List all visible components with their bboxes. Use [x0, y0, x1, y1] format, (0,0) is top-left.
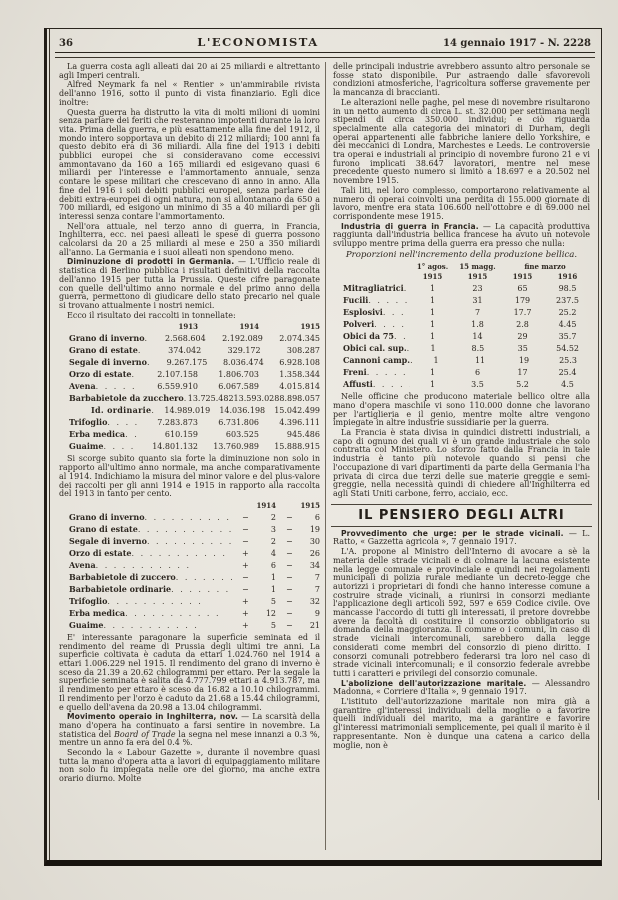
leader-dots	[107, 596, 232, 608]
table-cell: 6	[474, 368, 481, 378]
value-number: 34	[309, 560, 320, 570]
data-table	[59, 501, 320, 631]
table-cell: 1	[429, 368, 436, 378]
table-header-cell	[232, 501, 276, 511]
value-sign: −	[286, 572, 293, 582]
table-cell: 8.898.057	[279, 394, 321, 404]
value-number: 2	[270, 512, 276, 522]
row-label: Trifoglio	[69, 417, 108, 428]
value-number: 7	[314, 584, 320, 594]
leader-dots	[373, 379, 410, 391]
table-cell: 14.801.132	[152, 442, 198, 452]
data-table	[333, 262, 590, 390]
table-cell: 4.5	[561, 380, 574, 390]
table-header-row	[59, 322, 320, 332]
page-frame	[44, 28, 602, 866]
table-header-cell: 1916	[557, 272, 578, 282]
leader-dots	[138, 524, 232, 536]
table-cell: 610.159	[164, 430, 198, 440]
paragraph	[59, 81, 320, 107]
paragraph	[59, 713, 320, 748]
row-label: Grano di inverno	[69, 511, 145, 522]
row-label: Guaime	[69, 441, 104, 452]
leader-dots	[103, 441, 137, 453]
right-column	[325, 62, 595, 850]
table-row	[59, 583, 320, 595]
row-label: Cannoni camp.	[343, 355, 411, 366]
text-run: Si scorge subito quanto sia forte la diminuzione non solo in rapporto all'ultimo anno normale, ma anche comparativamente al 1914. Indichiamo la misura del minor valore e del plus-valore dei raccolti per gli anni 1914 e 1915 in rapporto alla raccolta del 1913 in tanto per cento.	[59, 454, 320, 499]
table-cell: 14.036.198	[219, 406, 266, 416]
table-cell: 17.7	[513, 308, 532, 318]
table-cell	[276, 524, 320, 536]
paragraph	[333, 393, 590, 428]
table-cell: 1	[433, 356, 439, 366]
text-run: Questa guerra ha distrutto la vita di molti milioni di uomini senza parlare dei feriti che resteranno impotenti durante la loro vita. Prima della guerra, e più esattamente alla fine del 1912, il mondo intero sopportava un debito di 212 miliardi; 100 anni fa questo debito era di 36 miliardi. Alla fine del 1913 i debiti pubblici europei che si consideravano come eccessivi ammontavano da 160 a 165 miliardi ed esigevano quasi 6 miliardi per l'interesse e l'ammortamento annuale, senza contare le spese militari che crescevano di anno in anno. Alla fine del 1916 i soli debiti pubblici europei, senza parlare dei debiti extra-europei di ogni natura, non si allontanano da 650 a 700 miliardi, ed esigono un minimo di 35 a 40 miliardi per gli interessi senza contare l'ammortamento.	[59, 107, 320, 221]
year-label: 1915	[300, 500, 320, 510]
table-cell: 9.267.175	[166, 358, 208, 368]
value-number: 5	[270, 620, 276, 630]
table-cell	[276, 512, 320, 524]
table-cell: 25.2	[558, 308, 577, 318]
table-cell: 4.45	[558, 320, 577, 330]
table-cell: 1.8	[471, 320, 484, 330]
row-label: Id. ordinarie	[91, 405, 152, 416]
table-cell: 65	[517, 284, 528, 294]
article-heading: L'abolizione dell'autorizzazione maritale.	[341, 678, 527, 688]
table-header-cell: 1915	[422, 272, 443, 282]
table-row	[59, 523, 320, 535]
value-sign: −	[286, 524, 293, 534]
value-sign: −	[286, 620, 293, 630]
table-cell	[232, 524, 276, 536]
value-sign: −	[286, 608, 293, 618]
table-cell: 29	[517, 332, 528, 342]
paragraph	[59, 109, 320, 222]
table-cell: 1.358.344	[279, 370, 320, 380]
value-sign: +	[242, 620, 249, 630]
leader-dots	[125, 429, 137, 441]
table-cell	[232, 608, 276, 620]
table-cell: 374.042	[168, 346, 202, 356]
value-sign: +	[242, 560, 249, 570]
article-heading: Movimento operaio in Inghilterra, nov.	[67, 712, 239, 722]
section-header	[333, 504, 590, 527]
left-column	[55, 62, 325, 850]
issue-date-number: 14 gennaio 1917 - N. 2228	[443, 38, 591, 49]
row-label: Erba medica	[69, 429, 126, 440]
value-number: 12	[265, 608, 276, 618]
text-run: — L. Ratto, « Gazzetta agricola », 7 gennaio 1917.	[333, 528, 590, 547]
paragraph	[59, 634, 320, 712]
table-cell	[276, 584, 320, 596]
table-row	[333, 306, 590, 318]
table-cell: 15.888.915	[274, 442, 320, 452]
table-cell	[276, 596, 320, 608]
table-header-row	[59, 501, 320, 511]
table-cell: 35.7	[558, 332, 577, 342]
row-label: Affusti	[343, 379, 373, 390]
value-number: 30	[309, 536, 320, 546]
row-label: Fucili	[343, 295, 369, 306]
value-number: 6	[314, 512, 320, 522]
text-run: La guerra costa agli alleati dai 20 ai 25 miliardi e altrettanto agli Imperi centrali.	[59, 62, 320, 80]
value-number: 21	[309, 620, 320, 630]
value-sign: −	[286, 584, 293, 594]
section-title: IL PENSIERO DEGLI ALTRI	[358, 507, 565, 523]
paragraph	[59, 455, 320, 499]
table-cell: 3.5	[471, 380, 484, 390]
table-row	[333, 282, 590, 294]
table-header-cell: 1915	[512, 272, 533, 282]
paragraph	[333, 99, 590, 186]
text-run: L'istituto dell'autorizzazione maritale non mira già a garantire gl'interessi individuali della moglie o a favorire quelli individuali del marito, ma a garantire e favorire gl'interessi matrimoniali semplicemente, pei quali il marito è il rappresentante. Non è dunque una catena a carico della moglie, non è	[333, 697, 590, 750]
table-cell: 2.8	[516, 320, 529, 330]
value-sign: −	[286, 512, 293, 522]
row-label: Erba medica	[69, 607, 126, 618]
text-run: Proporzioni nell'incremento della produzione bellica.	[345, 249, 578, 260]
row-label: Obici cal. sup.	[343, 343, 407, 354]
value-sign: −	[242, 536, 249, 546]
table-cell	[276, 572, 320, 584]
table-cell: 1	[429, 296, 436, 306]
row-label: Barbabietole da zucchero	[69, 393, 184, 404]
table-row	[59, 547, 320, 559]
table-cell: 2.568.604	[164, 334, 206, 344]
row-label: Orzo di estate	[69, 369, 132, 380]
table-cell	[276, 620, 320, 632]
text-run: Tali liti, nel loro complesso, comportarono relativamente al numero di operai coinvolti una perdita di 155.000 giornate di lavoro, mentre era stata 106.600 nell'ottobre e di 69.000 nel corrispondente mese 1915.	[333, 185, 590, 221]
paragraph	[333, 698, 590, 750]
row-label: Barbabietole ordinarie	[69, 583, 172, 594]
value-number: 3	[270, 524, 276, 534]
text-run: Secondo la « Labour Gazette », durante il novembre quasi tutta la mano d'opera atta a lavori di equipaggiamento militare non solo fu impiegata nelle ore del giorno, ma anche extra orario diurno. Molte	[59, 748, 320, 784]
value-sign: −	[286, 560, 293, 570]
table-header-cell: 1915	[467, 272, 488, 282]
paragraph	[59, 223, 320, 258]
row-label: Esplosivi	[343, 307, 383, 318]
text-run: E' interessante paragonare la superficie seminata ed il rendimento del reame di Prussia degli ultimi tre anni. La superficie coltivata è caduta da ettari 1.024.760 nel 1914 a ettari 1.006.229 nel 1915. Il rendimento del grano di inverno è sceso da 21.39 a 20.62 chilogrammi per ettaro. Per la segale la superficie seminata è salita da 4.777.799 ettari a 4.913.787, ma il rendimento per ettaro è sceso da 16.82 a 10.10 chilogrammi. Il rendimento per l'orzo è caduto da 21.68 a 15.44 chilogrammi, e quello dell'avena da 20.98 a 13.04 chilogrammi.	[59, 632, 320, 712]
table-header-cell: 1915	[300, 322, 320, 332]
table-row	[59, 428, 320, 440]
row-label: Polveri	[343, 319, 375, 330]
italic-text: Board of Trade	[114, 729, 176, 739]
row-label: Obici da 75	[343, 331, 394, 342]
table-cell	[276, 548, 320, 560]
leader-dots	[103, 620, 232, 632]
table-row	[333, 330, 590, 342]
table-cell	[232, 584, 276, 596]
leader-dots	[367, 367, 410, 379]
table-cell: 13.725.482	[187, 394, 234, 404]
paragraph	[59, 258, 320, 310]
value-number: 9	[314, 608, 320, 618]
table-cell: 4.015.814	[279, 382, 320, 392]
table-header-cell	[276, 501, 320, 511]
row-label: Guaime	[69, 619, 104, 630]
table-cell: 1	[429, 380, 436, 390]
table-row	[59, 511, 320, 523]
row-label: Mitragliatrici	[343, 283, 404, 294]
table-cell	[232, 572, 276, 584]
paragraph	[59, 749, 320, 784]
journal-title: L'ECONOMISTA	[197, 35, 319, 49]
paragraph	[59, 63, 320, 80]
table-header-cell: fine marzo	[524, 262, 566, 272]
row-label: Avena	[69, 381, 96, 392]
value-sign: −	[242, 584, 249, 594]
table-cell: 6.067.589	[218, 382, 259, 392]
paragraph	[333, 63, 590, 98]
table-cell: 98.5	[558, 284, 577, 294]
table-row	[59, 535, 320, 547]
text-run: — L'Ufficio reale di statistica di Berlino pubblica i risultati definitivi della raccolta dell'anno 1915 per tutta la Prussia. Queste cifre paragonate con quelle dell'ultimo anno normale e del primo anno della guerra, permettono di giudicare dello stato precario nel quale si trovano attualmente i nostri nemici.	[59, 257, 320, 310]
table-header-cell: 1° agos.	[416, 262, 449, 272]
table-cell: 35	[517, 344, 528, 354]
table-cell	[232, 536, 276, 548]
row-label: Segale di inverno	[69, 357, 147, 368]
table-cell: 329.172	[227, 346, 261, 356]
masthead	[55, 33, 595, 49]
value-sign: +	[242, 608, 249, 618]
row-label: Avena	[69, 559, 96, 570]
table-cell: 23	[472, 284, 483, 294]
table-cell: 6.559.910	[157, 382, 198, 392]
value-number: 26	[309, 548, 320, 558]
value-sign: −	[286, 536, 293, 546]
table-cell: 1	[429, 320, 436, 330]
table-cell: 31	[472, 296, 483, 306]
table-cell	[232, 560, 276, 572]
text-run: delle principali industrie avrebbero assunto altro personale se fosse stato disponibile. Pur astraendo dalle sfavorevoli condizioni atmosferiche, l'agricoltura sofferse gravemente per la mancanza di braccianti.	[333, 62, 590, 98]
text-run: Nell'ora attuale, nel terzo anno di guerra, in Francia, Inghilterra, ecc. nei paesi alleati le spese di guerra possono calcolarsi da 20 a 25 miliardi al mese e 250 a 350 miliardi all'anno. La Germania e i suoi alleati non spendono meno.	[59, 221, 320, 257]
table-cell: 2.192.089	[222, 334, 263, 344]
text-run: — Alessandro Madonna, « Corriere d'Italia », 9 gennaio 1917.	[333, 678, 590, 697]
value-number: 19	[309, 524, 320, 534]
value-number: 1	[270, 584, 276, 594]
table-cell: 11	[474, 356, 486, 366]
table-row	[333, 354, 590, 366]
text-run: L'A. propone al Ministro dell'Interno di avocare a sè la materia delle strade vicinali e di colmare la lacuna esistente nella legge comunale e provinciale e quindi nei regolamenti municipali di polizia rurale mediante un decreto-legge che autorizzi i proprietari di fondi che hanno interesse comune a costruire strade vicinali, a riunirsi in consorzi mediante l'applicazione degli articoli 592, 597 e 659 Codice civile. Ove mancasse l'accordo di tutti gli interessati, il pretore dovrebbe avere la facoltà di costituire il consorzio obbligatorio su domanda della maggioranza. Il comune o i comuni, in caso di strade vicinali intercomunali, sarebbero dalla legge considerati come membri del consorzio di pieno diritto. I consorzi comunali potrebbero federarsi tra loro nel caso di strade vicinali intercomunali; e il consorzio federale avrebbe tutti i caratteri e privilegi del consorzio comunale.	[333, 547, 590, 678]
value-sign: +	[242, 548, 249, 558]
table-cell: 13.760.989	[213, 442, 259, 452]
table-header-row	[333, 262, 590, 272]
table-cell: 945.486	[286, 430, 320, 440]
article-heading: Industria di guerra in Francia.	[341, 221, 479, 231]
article-heading: Diminuzione di prodotti in Germania.	[67, 257, 235, 267]
leader-dots	[132, 548, 232, 560]
paragraph	[333, 548, 590, 679]
table-cell: 1.806.703	[218, 370, 259, 380]
table-cell	[232, 512, 276, 524]
row-label: Segale di inverno	[69, 535, 147, 546]
paragraph	[333, 530, 590, 547]
row-label: Barbabietole di zuccero	[69, 571, 176, 582]
masthead-rule	[55, 52, 595, 58]
leader-dots	[176, 572, 232, 584]
value-sign: −	[286, 548, 293, 558]
table-row	[59, 356, 320, 368]
table-cell: 25.4	[558, 368, 577, 378]
table-row	[59, 559, 320, 571]
row-label: Orzo di estate	[69, 547, 132, 558]
table-cell: 1	[429, 332, 436, 342]
page-number: 36	[59, 38, 73, 49]
row-label: Grano di estate	[69, 345, 138, 356]
paragraph	[333, 187, 590, 222]
table-row	[333, 342, 590, 354]
table-row	[59, 416, 320, 428]
paragraph	[333, 429, 590, 499]
table-cell	[232, 548, 276, 560]
table-cell: 54.52	[556, 344, 580, 354]
table-cell: 6.928.108	[279, 358, 321, 368]
table-header-cell: 15 magg.	[459, 262, 496, 272]
table-row	[59, 619, 320, 631]
text-run: Ecco il risultato dei raccolti in tonnellate:	[67, 310, 236, 320]
table-cell: 14	[472, 332, 483, 342]
table-cell: 6.731.806	[218, 418, 259, 428]
table-cell	[276, 560, 320, 572]
table-caption	[333, 251, 590, 261]
value-sign: +	[242, 596, 249, 606]
table-cell: 2.107.158	[157, 370, 198, 380]
table-row	[59, 344, 320, 356]
table-row	[59, 440, 320, 452]
table-cell: 603.525	[225, 430, 259, 440]
table-cell: 19	[518, 356, 530, 366]
leader-dots	[125, 608, 232, 620]
leader-dots	[383, 307, 410, 319]
table-cell: 8.036.474	[222, 358, 264, 368]
value-number: 5	[270, 596, 276, 606]
table-row	[59, 392, 320, 404]
value-sign: −	[242, 512, 249, 522]
table-row	[59, 595, 320, 607]
text-run: La Francia è stata divisa in quindici distretti industriali, a capo di ognuno dei quali vi è un grande industriale che solo contratta col Ministero. Lo sforzo fatto dalla Francia in tale industria è tanto più notevole quando si pensi che l'occupazione di vari dipartimenti da parte della Germania l'ha privata di circa due terzi delle sue materie greggie e semi-greggie, nella necessità quindi di chiedere all'Inghilterra ed agli Stati Uniti carbone, ferro, acciaio, ecc.	[333, 428, 590, 498]
table-cell: 8.5	[471, 344, 485, 354]
table-cell: 1	[430, 344, 436, 354]
table-cell: 4.396.111	[279, 418, 320, 428]
table-cell: 2.074.345	[279, 334, 321, 344]
text-run: la segna nel mese innanzi a 0.3 %, mentre un anno fa era del 0.4 %.	[59, 729, 321, 748]
table-cell	[232, 596, 276, 608]
table-cell: 5.2	[516, 380, 529, 390]
text-run: — La scarsità della mano d'opera ha continuato a farsi sentire in novembre. La statistica del	[59, 712, 320, 739]
page-body	[55, 62, 595, 850]
table-row	[333, 318, 590, 330]
table-row	[59, 368, 320, 380]
table-cell: 1	[429, 284, 436, 294]
paragraph	[333, 223, 590, 249]
text-run: Le alterazioni nelle paghe, pel mese di novembre risultarono in un netto aumento di circa L. st. 32.000 per settimana negli stipendi di circa 350.000 individui; e ciò riguarda specialmente alla categoria dei minatori di Durham, degli operai appartenenti alle fabbriche laniere dello Yorkshire, e dei meccanici di Londra, Marchestes e Leeds. Le controversie tra operai e industriali al principio di novembre furono 21 e vi furono implicati 38.647 lavoratori, mentre nel mese precedente questo numero si limitò a 18.697 e a 20.502 nel novembre 1915.	[333, 97, 590, 186]
text-run: — La capacità produttiva raggiunta dall'industria bellica francese ha avuto un notevole sviluppo mentre prima della guerra era presso che nulla:	[333, 221, 590, 249]
leader-dots	[171, 584, 232, 596]
table-row	[59, 404, 320, 416]
table-cell: 25.3	[559, 356, 577, 366]
leader-dots	[147, 536, 232, 548]
table-cell: 179	[514, 296, 531, 306]
table-row	[59, 380, 320, 392]
value-number: 2	[270, 536, 276, 546]
row-label: Grano di inverno	[69, 333, 145, 344]
table-row	[333, 378, 590, 390]
value-sign: −	[242, 572, 249, 582]
paragraph	[59, 312, 320, 321]
value-number: 4	[270, 548, 276, 558]
row-label: Freni	[343, 367, 367, 378]
table-cell: 308.287	[286, 346, 321, 356]
paragraph	[333, 680, 590, 697]
table-cell	[276, 536, 320, 548]
table-cell: 237.5	[556, 296, 579, 306]
table-row	[59, 332, 320, 344]
table-cell: 17	[517, 368, 528, 378]
table-cell: 13.593.028	[233, 394, 280, 404]
row-label: Trifoglio	[69, 595, 108, 606]
table-cell: 15.042.499	[274, 406, 321, 416]
table-cell: 7	[474, 308, 481, 318]
value-number: 1	[270, 572, 276, 582]
table-cell	[276, 608, 320, 620]
value-number: 6	[270, 560, 276, 570]
leader-dots	[145, 512, 232, 524]
table-row	[333, 366, 590, 378]
table-row	[59, 607, 320, 619]
data-table	[59, 322, 320, 452]
table-cell: 1	[429, 308, 436, 318]
table-cell	[232, 620, 276, 632]
text-run: Nelle officine che producono materiale bellico oltre alla mano d'opera maschile vi sono 110.000 donne che lavorano per l'artiglieria e il genio, mentre molte altre vengono impiegate in altre industrie sussidiarie per la guerra.	[333, 392, 590, 428]
table-header-cell: 1913	[178, 322, 198, 332]
section-rule-bottom	[331, 526, 592, 527]
value-number: 32	[309, 596, 320, 606]
value-sign: −	[286, 596, 293, 606]
year-label: 1914	[256, 500, 276, 510]
table-header-cell: 1914	[239, 322, 259, 332]
table-header-row	[333, 272, 590, 282]
table-row	[59, 571, 320, 583]
article-heading: Provvedimento che urge: per le strade vicinali.	[341, 528, 564, 538]
value-sign: −	[242, 524, 249, 534]
value-number: 7	[314, 572, 320, 582]
row-label: Grano di estate	[69, 523, 138, 534]
text-run: Alfred Neymark fa nel « Rentier » un'ammirabile rivista dell'anno 1916, sotto il punto di vista finanziario. Egli dice inoltre:	[59, 80, 320, 107]
table-row	[333, 294, 590, 306]
table-cell: 14.989.019	[164, 406, 211, 416]
section-rule-top	[331, 504, 592, 505]
table-cell: 7.283.873	[157, 418, 198, 428]
